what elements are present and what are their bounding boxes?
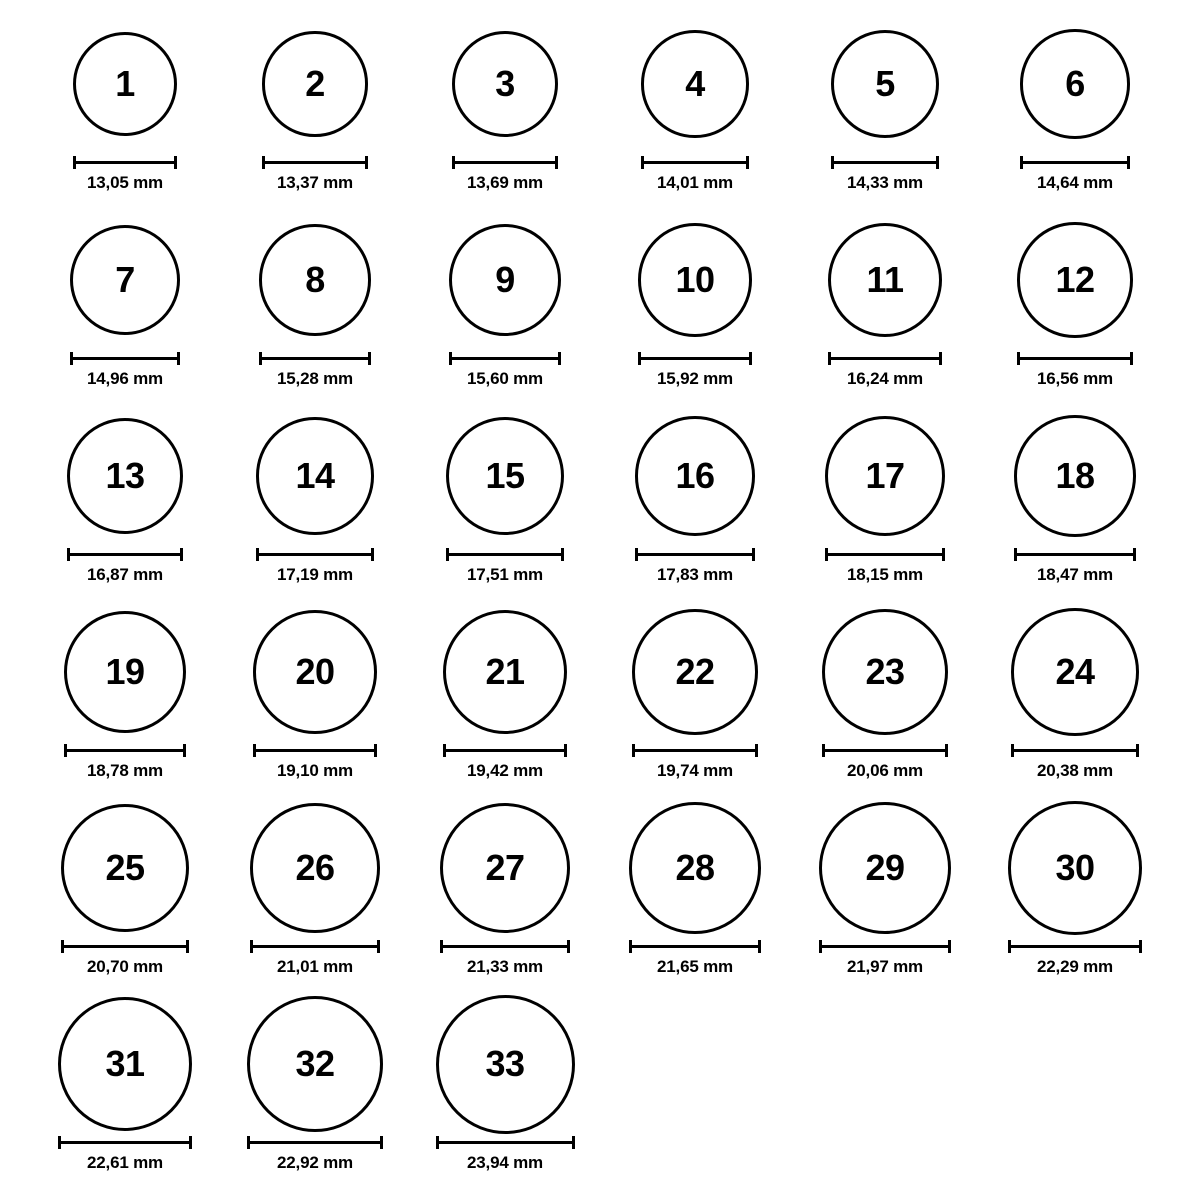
measure-bar-right-cap <box>939 352 942 365</box>
ring-circle <box>822 609 949 736</box>
ring-size-cell <box>30 410 220 606</box>
ring-circle-wrap <box>1014 410 1135 542</box>
measure-bar-left-cap <box>61 940 64 953</box>
ring-size-cell <box>410 18 600 214</box>
ring-size-cell <box>220 18 410 214</box>
measure-bar-left-cap <box>825 548 828 561</box>
measure-bar-left-cap <box>262 156 265 169</box>
ring-circle-wrap <box>452 18 558 150</box>
measure-bar-right-cap <box>572 1136 575 1149</box>
ring-circle-wrap <box>819 802 952 934</box>
ring-size-number: 27 <box>485 846 525 888</box>
ring-size-cell <box>980 802 1170 998</box>
ring-circle-wrap <box>632 606 758 738</box>
ring-circle-wrap <box>61 802 190 934</box>
measure-bar-left-cap <box>819 940 822 953</box>
ring-size-number: 1 <box>115 63 135 104</box>
ring-circle-wrap <box>629 802 761 934</box>
measure-bar-left-cap <box>1014 548 1017 561</box>
ring-circle <box>247 996 383 1132</box>
diameter-label: 19,10 mm <box>277 761 353 780</box>
measure-bar-left-cap <box>253 744 256 757</box>
diameter-measure-bar <box>825 548 945 560</box>
diameter-measure-bar <box>247 1136 383 1148</box>
ring-size-cell <box>790 802 980 998</box>
ring-circle-wrap <box>67 410 183 542</box>
measure-bar-right-cap <box>564 744 567 757</box>
ring-circle <box>256 417 373 534</box>
measure-bar-right-cap <box>365 156 368 169</box>
ring-size-number: 3 <box>495 62 515 104</box>
ring-circle <box>825 416 945 536</box>
ring-circle <box>641 30 748 137</box>
diameter-label: 19,74 mm <box>657 761 733 780</box>
measure-bar-right-cap <box>380 1136 383 1149</box>
measure-bar-line <box>1011 749 1139 752</box>
ring-size-number: 32 <box>295 1043 335 1084</box>
ring-size-number: 8 <box>305 259 325 300</box>
measure-bar-line <box>632 749 758 752</box>
diameter-measure-bar <box>1011 744 1139 756</box>
measure-bar-left-cap <box>446 548 449 561</box>
ring-circle <box>73 32 177 136</box>
measure-bar-line <box>250 945 380 948</box>
measure-bar-left-cap <box>822 744 825 757</box>
ring-circle <box>262 31 367 136</box>
ring-circle <box>253 610 376 733</box>
measure-bar-line <box>436 1141 575 1144</box>
diameter-measure-bar <box>250 940 380 952</box>
measure-bar-right-cap <box>174 156 177 169</box>
measure-bar-right-cap <box>1133 548 1136 561</box>
ring-size-cell <box>600 18 790 214</box>
ring-circle-wrap <box>259 214 370 346</box>
diameter-label: 20,06 mm <box>847 761 923 780</box>
measure-bar-right-cap <box>1127 156 1130 169</box>
ring-size-number: 7 <box>115 259 135 300</box>
ring-size-cell <box>600 214 790 410</box>
measure-bar-line <box>452 161 558 164</box>
ring-circle <box>819 802 952 935</box>
measure-bar-right-cap <box>180 548 183 561</box>
measure-bar-right-cap <box>567 940 570 953</box>
measure-bar-line <box>819 945 952 948</box>
ring-circle <box>638 223 751 336</box>
ring-circle <box>440 803 571 934</box>
ring-circle <box>1020 29 1129 138</box>
diameter-measure-bar <box>256 548 373 560</box>
diameter-label: 14,96 mm <box>87 369 163 388</box>
ring-size-number: 24 <box>1055 650 1095 692</box>
measure-bar-line <box>822 749 949 752</box>
ring-circle <box>1017 222 1132 337</box>
measure-bar-left-cap <box>1011 744 1014 757</box>
measure-bar-line <box>831 161 939 164</box>
measure-bar-line <box>440 945 571 948</box>
ring-circle <box>1014 415 1135 536</box>
diameter-measure-bar <box>443 744 567 756</box>
ring-circle-wrap <box>641 18 748 150</box>
ring-size-cell <box>220 802 410 998</box>
diameter-label: 22,61 mm <box>87 1153 163 1172</box>
ring-size-cell <box>30 18 220 214</box>
ring-circle-wrap <box>64 606 186 738</box>
diameter-measure-bar <box>1008 940 1142 952</box>
ring-size-number: 26 <box>295 846 335 888</box>
ring-circle-wrap <box>635 410 754 542</box>
measure-bar-line <box>1014 553 1135 556</box>
ring-size-cell <box>30 606 220 802</box>
ring-size-number: 16 <box>675 454 715 496</box>
ring-circle <box>259 224 370 335</box>
ring-circle-wrap <box>250 802 380 934</box>
diameter-label: 17,19 mm <box>277 565 353 584</box>
measure-bar-left-cap <box>259 352 262 365</box>
measure-bar-right-cap <box>183 744 186 757</box>
ring-circle-wrap <box>449 214 561 346</box>
ring-size-cell <box>790 606 980 802</box>
ring-size-cell <box>30 802 220 998</box>
ring-size-number: 23 <box>865 650 905 692</box>
measure-bar-right-cap <box>948 940 951 953</box>
measure-bar-left-cap <box>440 940 443 953</box>
ring-circle <box>1008 801 1142 935</box>
measure-bar-line <box>67 553 183 556</box>
ring-size-cell <box>30 998 220 1194</box>
measure-bar-right-cap <box>368 352 371 365</box>
measure-bar-left-cap <box>1020 156 1023 169</box>
ring-size-number: 31 <box>105 1043 145 1084</box>
diameter-label: 22,92 mm <box>277 1153 353 1172</box>
measure-bar-right-cap <box>1139 940 1142 953</box>
diameter-measure-bar <box>58 1136 193 1148</box>
ring-size-number: 20 <box>295 651 335 692</box>
diameter-measure-bar <box>70 352 180 364</box>
diameter-measure-bar <box>446 548 564 560</box>
measure-bar-right-cap <box>752 548 755 561</box>
measure-bar-line <box>635 553 754 556</box>
ring-size-cell <box>220 998 410 1194</box>
diameter-measure-bar <box>452 156 558 168</box>
ring-circle <box>250 803 380 933</box>
ring-circle <box>828 223 942 337</box>
ring-circle <box>443 610 567 734</box>
diameter-label: 16,24 mm <box>847 369 923 388</box>
diameter-label: 20,38 mm <box>1037 761 1113 780</box>
ring-circle-wrap <box>1017 214 1132 346</box>
ring-size-number: 6 <box>1065 62 1085 104</box>
ring-circle-wrap <box>436 998 575 1130</box>
measure-bar-right-cap <box>942 548 945 561</box>
measure-bar-line <box>629 945 761 948</box>
ring-circle-wrap <box>443 606 567 738</box>
measure-bar-right-cap <box>755 744 758 757</box>
ring-size-cell <box>980 410 1170 606</box>
ring-size-cell <box>600 606 790 802</box>
measure-bar-left-cap <box>256 548 259 561</box>
measure-bar-right-cap <box>746 156 749 169</box>
ring-size-number: 12 <box>1055 258 1095 300</box>
diameter-label: 21,97 mm <box>847 957 923 976</box>
ring-circle-wrap <box>256 410 373 542</box>
diameter-label: 14,33 mm <box>847 173 923 192</box>
measure-bar-right-cap <box>1136 744 1139 757</box>
diameter-label: 16,56 mm <box>1037 369 1113 388</box>
ring-circle <box>67 418 183 534</box>
diameter-label: 18,78 mm <box>87 761 163 780</box>
ring-size-number: 22 <box>675 651 715 692</box>
measure-bar-line <box>61 945 190 948</box>
ring-circle <box>58 997 193 1132</box>
diameter-measure-bar <box>632 744 758 756</box>
measure-bar-left-cap <box>58 1136 61 1149</box>
ring-size-number: 14 <box>295 454 335 496</box>
ring-size-number: 9 <box>495 259 515 300</box>
ring-size-cell <box>220 606 410 802</box>
ring-size-cell <box>410 410 600 606</box>
ring-size-number: 15 <box>485 454 525 496</box>
measure-bar-left-cap <box>632 744 635 757</box>
measure-bar-right-cap <box>177 352 180 365</box>
ring-size-number: 19 <box>105 651 145 692</box>
ring-size-number: 2 <box>305 62 325 104</box>
diameter-measure-bar <box>635 548 754 560</box>
ring-size-cell <box>410 606 600 802</box>
measure-bar-left-cap <box>443 744 446 757</box>
ring-circle-wrap <box>831 18 939 150</box>
ring-size-cell <box>790 18 980 214</box>
diameter-measure-bar <box>259 352 370 364</box>
measure-bar-line <box>262 161 367 164</box>
diameter-measure-bar <box>73 156 177 168</box>
diameter-measure-bar <box>67 548 183 560</box>
measure-bar-line <box>253 749 376 752</box>
diameter-measure-bar <box>262 156 367 168</box>
measure-bar-right-cap <box>189 1136 192 1149</box>
diameter-label: 18,47 mm <box>1037 565 1113 584</box>
ring-circle-wrap <box>440 802 571 934</box>
measure-bar-line <box>73 161 177 164</box>
measure-bar-left-cap <box>831 156 834 169</box>
diameter-measure-bar <box>64 744 186 756</box>
diameter-measure-bar <box>1017 352 1132 364</box>
ring-size-cell <box>600 802 790 998</box>
ring-circle-wrap <box>262 18 367 150</box>
diameter-label: 13,05 mm <box>87 173 163 192</box>
diameter-measure-bar <box>641 156 748 168</box>
measure-bar-left-cap <box>247 1136 250 1149</box>
measure-bar-right-cap <box>758 940 761 953</box>
ring-circle-wrap <box>1020 18 1129 150</box>
ring-size-number: 17 <box>865 454 905 496</box>
diameter-measure-bar <box>819 940 952 952</box>
diameter-label: 21,01 mm <box>277 957 353 976</box>
measure-bar-right-cap <box>377 940 380 953</box>
diameter-measure-bar <box>831 156 939 168</box>
diameter-measure-bar <box>1014 548 1135 560</box>
diameter-label: 21,33 mm <box>467 957 543 976</box>
ring-size-cell <box>790 410 980 606</box>
diameter-measure-bar <box>1020 156 1129 168</box>
measure-bar-line <box>1017 357 1132 360</box>
measure-bar-line <box>58 1141 193 1144</box>
measure-bar-left-cap <box>436 1136 439 1149</box>
measure-bar-line <box>70 357 180 360</box>
measure-bar-line <box>446 553 564 556</box>
diameter-measure-bar <box>449 352 561 364</box>
ring-circle-wrap <box>73 18 177 150</box>
diameter-label: 16,87 mm <box>87 565 163 584</box>
ring-circle <box>61 804 190 933</box>
ring-circle-wrap <box>828 214 942 346</box>
measure-bar-right-cap <box>371 548 374 561</box>
diameter-label: 14,01 mm <box>657 173 733 192</box>
measure-bar-right-cap <box>558 352 561 365</box>
measure-bar-line <box>1020 161 1129 164</box>
measure-bar-left-cap <box>449 352 452 365</box>
measure-bar-line <box>828 357 942 360</box>
ring-size-number: 18 <box>1055 455 1095 496</box>
diameter-measure-bar <box>638 352 751 364</box>
ring-circle-wrap <box>822 606 949 738</box>
diameter-measure-bar <box>253 744 376 756</box>
diameter-label: 18,15 mm <box>847 565 923 584</box>
ring-size-number: 25 <box>105 846 145 888</box>
ring-size-cell <box>410 802 600 998</box>
ring-size-number: 5 <box>875 62 895 104</box>
ring-size-cell <box>790 214 980 410</box>
diameter-measure-bar <box>822 744 949 756</box>
measure-bar-right-cap <box>561 548 564 561</box>
diameter-measure-bar <box>436 1136 575 1148</box>
measure-bar-line <box>1008 945 1142 948</box>
measure-bar-left-cap <box>70 352 73 365</box>
ring-circle <box>70 225 180 335</box>
ring-size-cell <box>410 214 600 410</box>
measure-bar-right-cap <box>945 744 948 757</box>
ring-circle <box>452 31 558 137</box>
ring-circle <box>831 30 939 138</box>
measure-bar-line <box>641 161 748 164</box>
diameter-measure-bar <box>61 940 190 952</box>
ring-size-number: 28 <box>675 847 715 888</box>
ring-circle <box>436 995 575 1134</box>
ring-circle-wrap <box>58 998 193 1130</box>
measure-bar-right-cap <box>936 156 939 169</box>
measure-bar-left-cap <box>64 744 67 757</box>
diameter-label: 15,28 mm <box>277 369 353 388</box>
ring-size-cell <box>220 214 410 410</box>
diameter-label: 14,64 mm <box>1037 173 1113 192</box>
ring-circle <box>1011 608 1139 736</box>
measure-bar-right-cap <box>749 352 752 365</box>
ring-size-number: 13 <box>105 454 145 496</box>
diameter-measure-bar <box>828 352 942 364</box>
ring-circle-wrap <box>446 410 564 542</box>
ring-size-cell <box>980 606 1170 802</box>
ring-circle-wrap <box>253 606 376 738</box>
measure-bar-line <box>825 553 945 556</box>
ring-circle-wrap <box>638 214 751 346</box>
ring-size-number: 33 <box>485 1043 525 1084</box>
measure-bar-left-cap <box>250 940 253 953</box>
diameter-label: 15,60 mm <box>467 369 543 388</box>
ring-size-cell <box>30 214 220 410</box>
ring-circle-wrap <box>247 998 383 1130</box>
measure-bar-line <box>64 749 186 752</box>
diameter-label: 13,69 mm <box>467 173 543 192</box>
measure-bar-line <box>256 553 373 556</box>
measure-bar-left-cap <box>1008 940 1011 953</box>
measure-bar-right-cap <box>374 744 377 757</box>
ring-size-cell <box>410 998 600 1194</box>
ring-size-number: 11 <box>866 259 904 300</box>
measure-bar-line <box>247 1141 383 1144</box>
measure-bar-left-cap <box>828 352 831 365</box>
ring-circle-wrap <box>825 410 945 542</box>
ring-size-cell <box>220 410 410 606</box>
ring-size-number: 4 <box>685 62 705 104</box>
ring-circle-wrap <box>1008 802 1142 934</box>
measure-bar-left-cap <box>638 352 641 365</box>
diameter-label: 19,42 mm <box>467 761 543 780</box>
measure-bar-left-cap <box>629 940 632 953</box>
ring-size-cell <box>980 214 1170 410</box>
measure-bar-left-cap <box>452 156 455 169</box>
ring-circle <box>446 417 564 535</box>
diameter-measure-bar <box>629 940 761 952</box>
ring-size-number: 30 <box>1055 847 1095 888</box>
diameter-measure-bar <box>440 940 571 952</box>
measure-bar-left-cap <box>641 156 644 169</box>
ring-size-cell <box>600 410 790 606</box>
measure-bar-right-cap <box>1130 352 1133 365</box>
measure-bar-right-cap <box>186 940 189 953</box>
diameter-label: 13,37 mm <box>277 173 353 192</box>
measure-bar-left-cap <box>635 548 638 561</box>
measure-bar-line <box>443 749 567 752</box>
measure-bar-left-cap <box>1017 352 1020 365</box>
ring-circle-wrap <box>70 214 180 346</box>
ring-circle <box>449 224 561 336</box>
ring-circle-wrap <box>1011 606 1139 738</box>
measure-bar-left-cap <box>67 548 70 561</box>
ring-size-number: 21 <box>485 651 525 692</box>
diameter-label: 23,94 mm <box>467 1153 543 1172</box>
diameter-label: 21,65 mm <box>657 957 733 976</box>
measure-bar-line <box>449 357 561 360</box>
diameter-label: 15,92 mm <box>657 369 733 388</box>
ring-size-grid <box>30 18 1170 1194</box>
ring-size-number: 10 <box>675 259 715 300</box>
ring-circle <box>632 609 758 735</box>
measure-bar-line <box>638 357 751 360</box>
diameter-label: 17,51 mm <box>467 565 543 584</box>
ring-size-cell <box>980 18 1170 214</box>
diameter-label: 20,70 mm <box>87 957 163 976</box>
measure-bar-right-cap <box>555 156 558 169</box>
ring-circle <box>64 611 186 733</box>
ring-size-number: 29 <box>865 847 905 888</box>
ring-circle <box>635 416 754 535</box>
ring-circle <box>629 802 761 934</box>
diameter-label: 22,29 mm <box>1037 957 1113 976</box>
measure-bar-line <box>259 357 370 360</box>
diameter-label: 17,83 mm <box>657 565 733 584</box>
measure-bar-left-cap <box>73 156 76 169</box>
